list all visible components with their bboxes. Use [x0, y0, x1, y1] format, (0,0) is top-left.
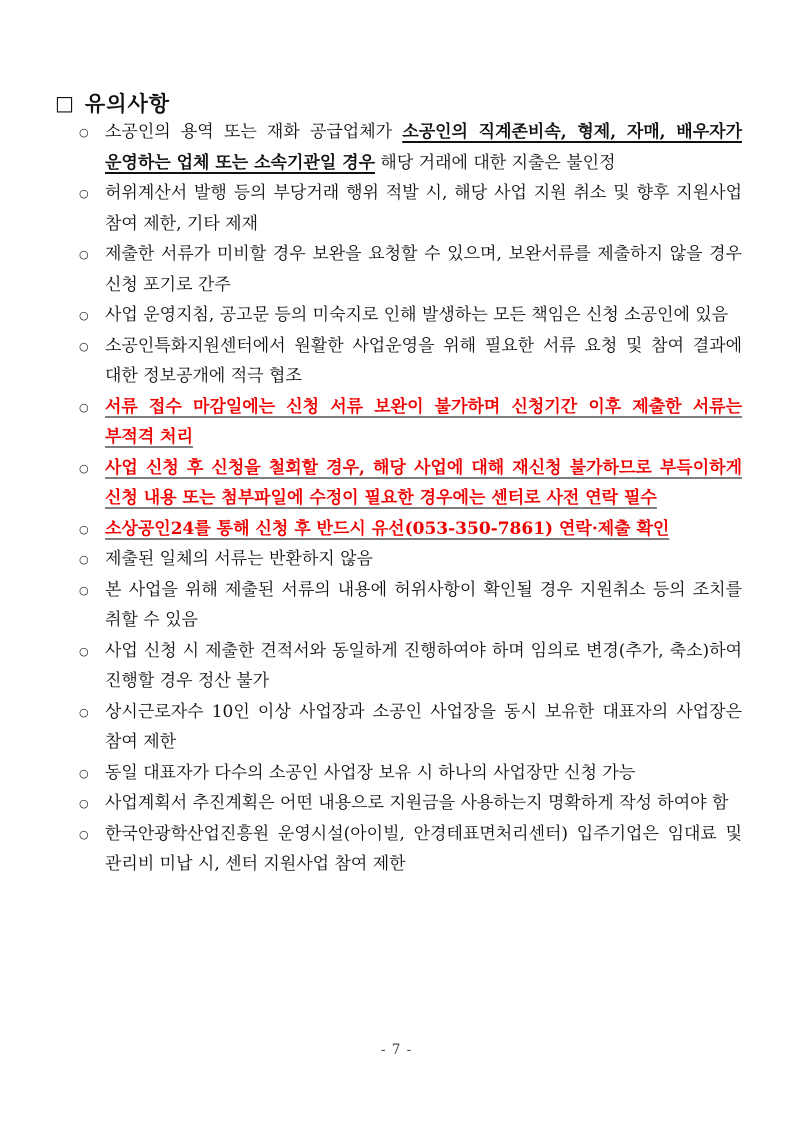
circle-bullet-icon: ○: [79, 126, 89, 139]
circle-bullet-icon: ○: [79, 187, 89, 200]
note-text: 한국안광학산업진흥원 운영시설(아이빌, 안경테표면처리센터) 입주기업은 임대료 및 관리비 미납 시, 센터 지원사업 참여 제한: [105, 823, 742, 874]
note-segment-emphasis: 소공인의 직계존비속, 형제, 자매, 배우자가 운영하는 업체 또는 소속기관일 경우: [105, 122, 742, 173]
note-text: 사업 운영지침, 공고문 등의 미숙지로 인해 발생하는 모든 책임은 신청 소공인에 있음: [105, 305, 729, 325]
circle-bullet-icon: ○: [79, 248, 89, 261]
note-item: [78, 575, 742, 636]
circle-bullet-icon: ○: [79, 461, 89, 475]
note-segment: 해당 거래에 대한 지출은 불인정: [375, 152, 616, 173]
note-item: [78, 544, 742, 575]
circle-bullet-icon: ○: [79, 553, 89, 566]
notes-list: [78, 117, 742, 880]
circle-bullet-icon: ○: [79, 705, 89, 719]
note-item: [78, 331, 742, 392]
note-text: [105, 122, 742, 173]
circle-bullet-icon: ○: [79, 827, 89, 841]
note-item-warning: [78, 453, 742, 514]
note-item: [78, 819, 742, 880]
square-bullet-icon: □: [55, 91, 75, 115]
section-heading: [55, 88, 170, 118]
circle-bullet-icon: ○: [79, 339, 89, 353]
note-text: 허위계산서 발행 등의 부당거래 행위 적발 시, 해당 사업 지원 취소 및 향후 지원사업 참여 제한, 기타 제재: [105, 183, 742, 234]
note-text-warning: 서류 접수 마감일에는 신청 서류 보완이 불가하며 신청기간 이후 제출한 서류는 부적격 처리: [105, 396, 742, 447]
note-item-warning: [78, 514, 742, 545]
note-text: 상시근로자수 10인 이상 사업장과 소공인 사업장을 동시 보유한 대표자의 사업장은 참여 제한: [105, 701, 742, 752]
note-item: [78, 178, 742, 239]
note-item: [78, 117, 742, 178]
note-text: 본 사업을 위해 제출된 서류의 내용에 허위사항이 확인될 경우 지원취소 등의 조치를 취할 수 있음: [105, 579, 742, 630]
circle-bullet-icon: ○: [79, 522, 89, 536]
note-text: 소공인특화지원센터에서 원활한 사업운영을 위해 필요한 서류 요청 및 참여 결과에 대한 정보공개에 적극 협조: [105, 335, 742, 386]
section-title: 유의사항: [84, 92, 171, 116]
note-item: [78, 300, 742, 331]
circle-bullet-icon: ○: [79, 766, 89, 780]
note-text-warning: 소상공인24를 통해 신청 후 반드시 유선(053-350-7861) 연락·제출 확인: [105, 518, 670, 539]
note-text: 사업 신청 시 제출한 견적서와 동일하게 진행하여야 하며 임의로 변경(추가, 축소)하여 진행할 경우 정산 불가: [105, 640, 742, 691]
note-text-warning: 사업 신청 후 신청을 철회할 경우, 해당 사업에 대해 재신청 불가하므로 부득이하게 신청 내용 또는 첨부파일에 수정이 필요한 경우에는 센터로 사전 연락 필수: [105, 457, 742, 508]
circle-bullet-icon: ○: [79, 797, 89, 810]
page-number: - 7 -: [380, 1042, 413, 1058]
note-segment: 소공인의 용역 또는 재화 공급업체가: [105, 122, 403, 142]
circle-bullet-icon: ○: [79, 644, 89, 658]
note-item: [78, 636, 742, 697]
circle-bullet-icon: ○: [79, 583, 89, 597]
circle-bullet-icon: ○: [79, 309, 89, 322]
note-item: [78, 788, 742, 819]
note-item: [78, 239, 742, 300]
circle-bullet-icon: ○: [79, 400, 89, 414]
note-text: 사업계획서 추진계획은 어떤 내용으로 지원금을 사용하는지 명확하게 작성 하여야 함: [105, 793, 729, 813]
note-text: 제출한 서류가 미비할 경우 보완을 요청할 수 있으며, 보완서류를 제출하지 않을 경우 신청 포기로 간주: [105, 244, 742, 295]
note-item-warning: [78, 392, 742, 453]
note-text: 제출된 일체의 서류는 반환하지 않음: [105, 549, 373, 569]
note-text: 동일 대표자가 다수의 소공인 사업장 보유 시 하나의 사업장만 신청 가능: [105, 762, 636, 783]
note-item: [78, 697, 742, 758]
note-item: [78, 758, 742, 789]
